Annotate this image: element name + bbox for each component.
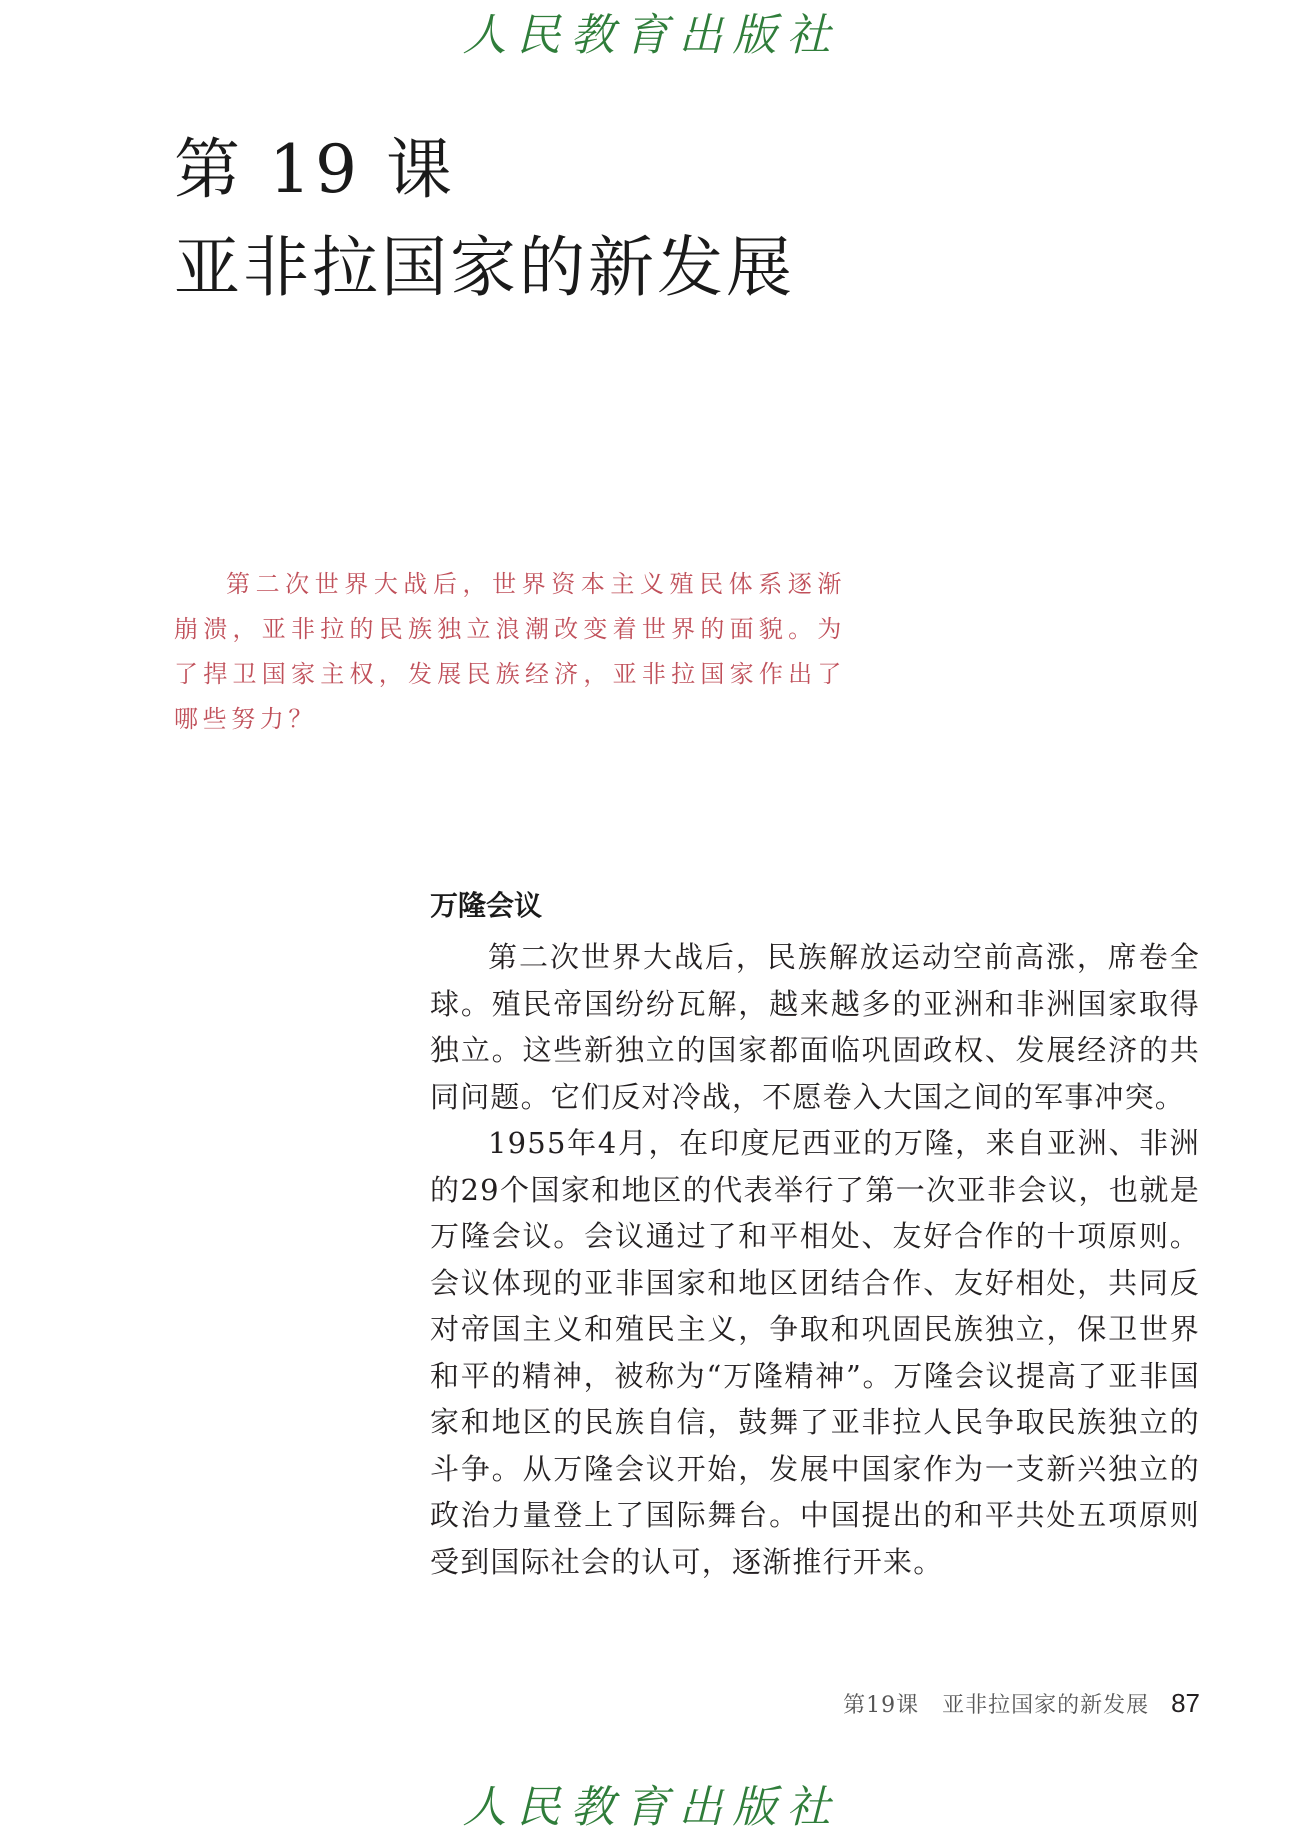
publisher-watermark-bottom: 人民教育出版社	[462, 1782, 841, 1833]
section-heading: 万隆会议	[430, 889, 543, 922]
body-paragraph: 第二次世界大战后，民族解放运动空前高涨，席卷全球。殖民帝国纷纷瓦解，越来越多的亚洲和非洲国家取得独立。这些新独立的国家都面临巩固政权、发展经济的共同问题。它们反对冷战，不愿卷入大国之间的军事冲突。	[430, 940, 1200, 1114]
page-footer	[843, 1686, 1200, 1723]
section-body	[430, 934, 1200, 1585]
lesson-intro: 第二次世界大战后，世界资本主义殖民体系逐渐崩溃，亚非拉的民族独立浪潮改变着世界的面貌。为了捍卫国家主权，发展民族经济，亚非拉国家作出了哪些努力？	[174, 570, 846, 733]
lesson-title: 亚非拉国家的新发展	[174, 229, 795, 306]
page-number: 87	[1171, 1688, 1200, 1718]
publisher-watermark-top: 人民教育出版社	[462, 10, 841, 61]
footer-running-title: 第19课 亚非拉国家的新发展	[843, 1693, 1150, 1718]
body-paragraph: 1955年4月，在印度尼西亚的万隆，来自亚洲、非洲的29个国家和地区的代表举行了第一次亚非会议，也就是万隆会议。会议通过了和平相处、友好合作的十项原则。会议体现的亚非国家和地区团结合作、友好相处，共同反对帝国主义和殖民主义，争取和巩固民族独立，保卫世界和平的精神，被称为“万隆精神”。万隆会议提高了亚非国家和地区的民族自信，鼓舞了亚非拉人民争取民族独立的斗争。从万隆会议开始，发展中国家作为一支新兴独立的政治力量登上了国际舞台。中国提出的和平共处五项原则受到国际社会的认可，逐渐推行开来。	[430, 1126, 1200, 1579]
lesson-number: 第 19 课	[174, 131, 456, 208]
